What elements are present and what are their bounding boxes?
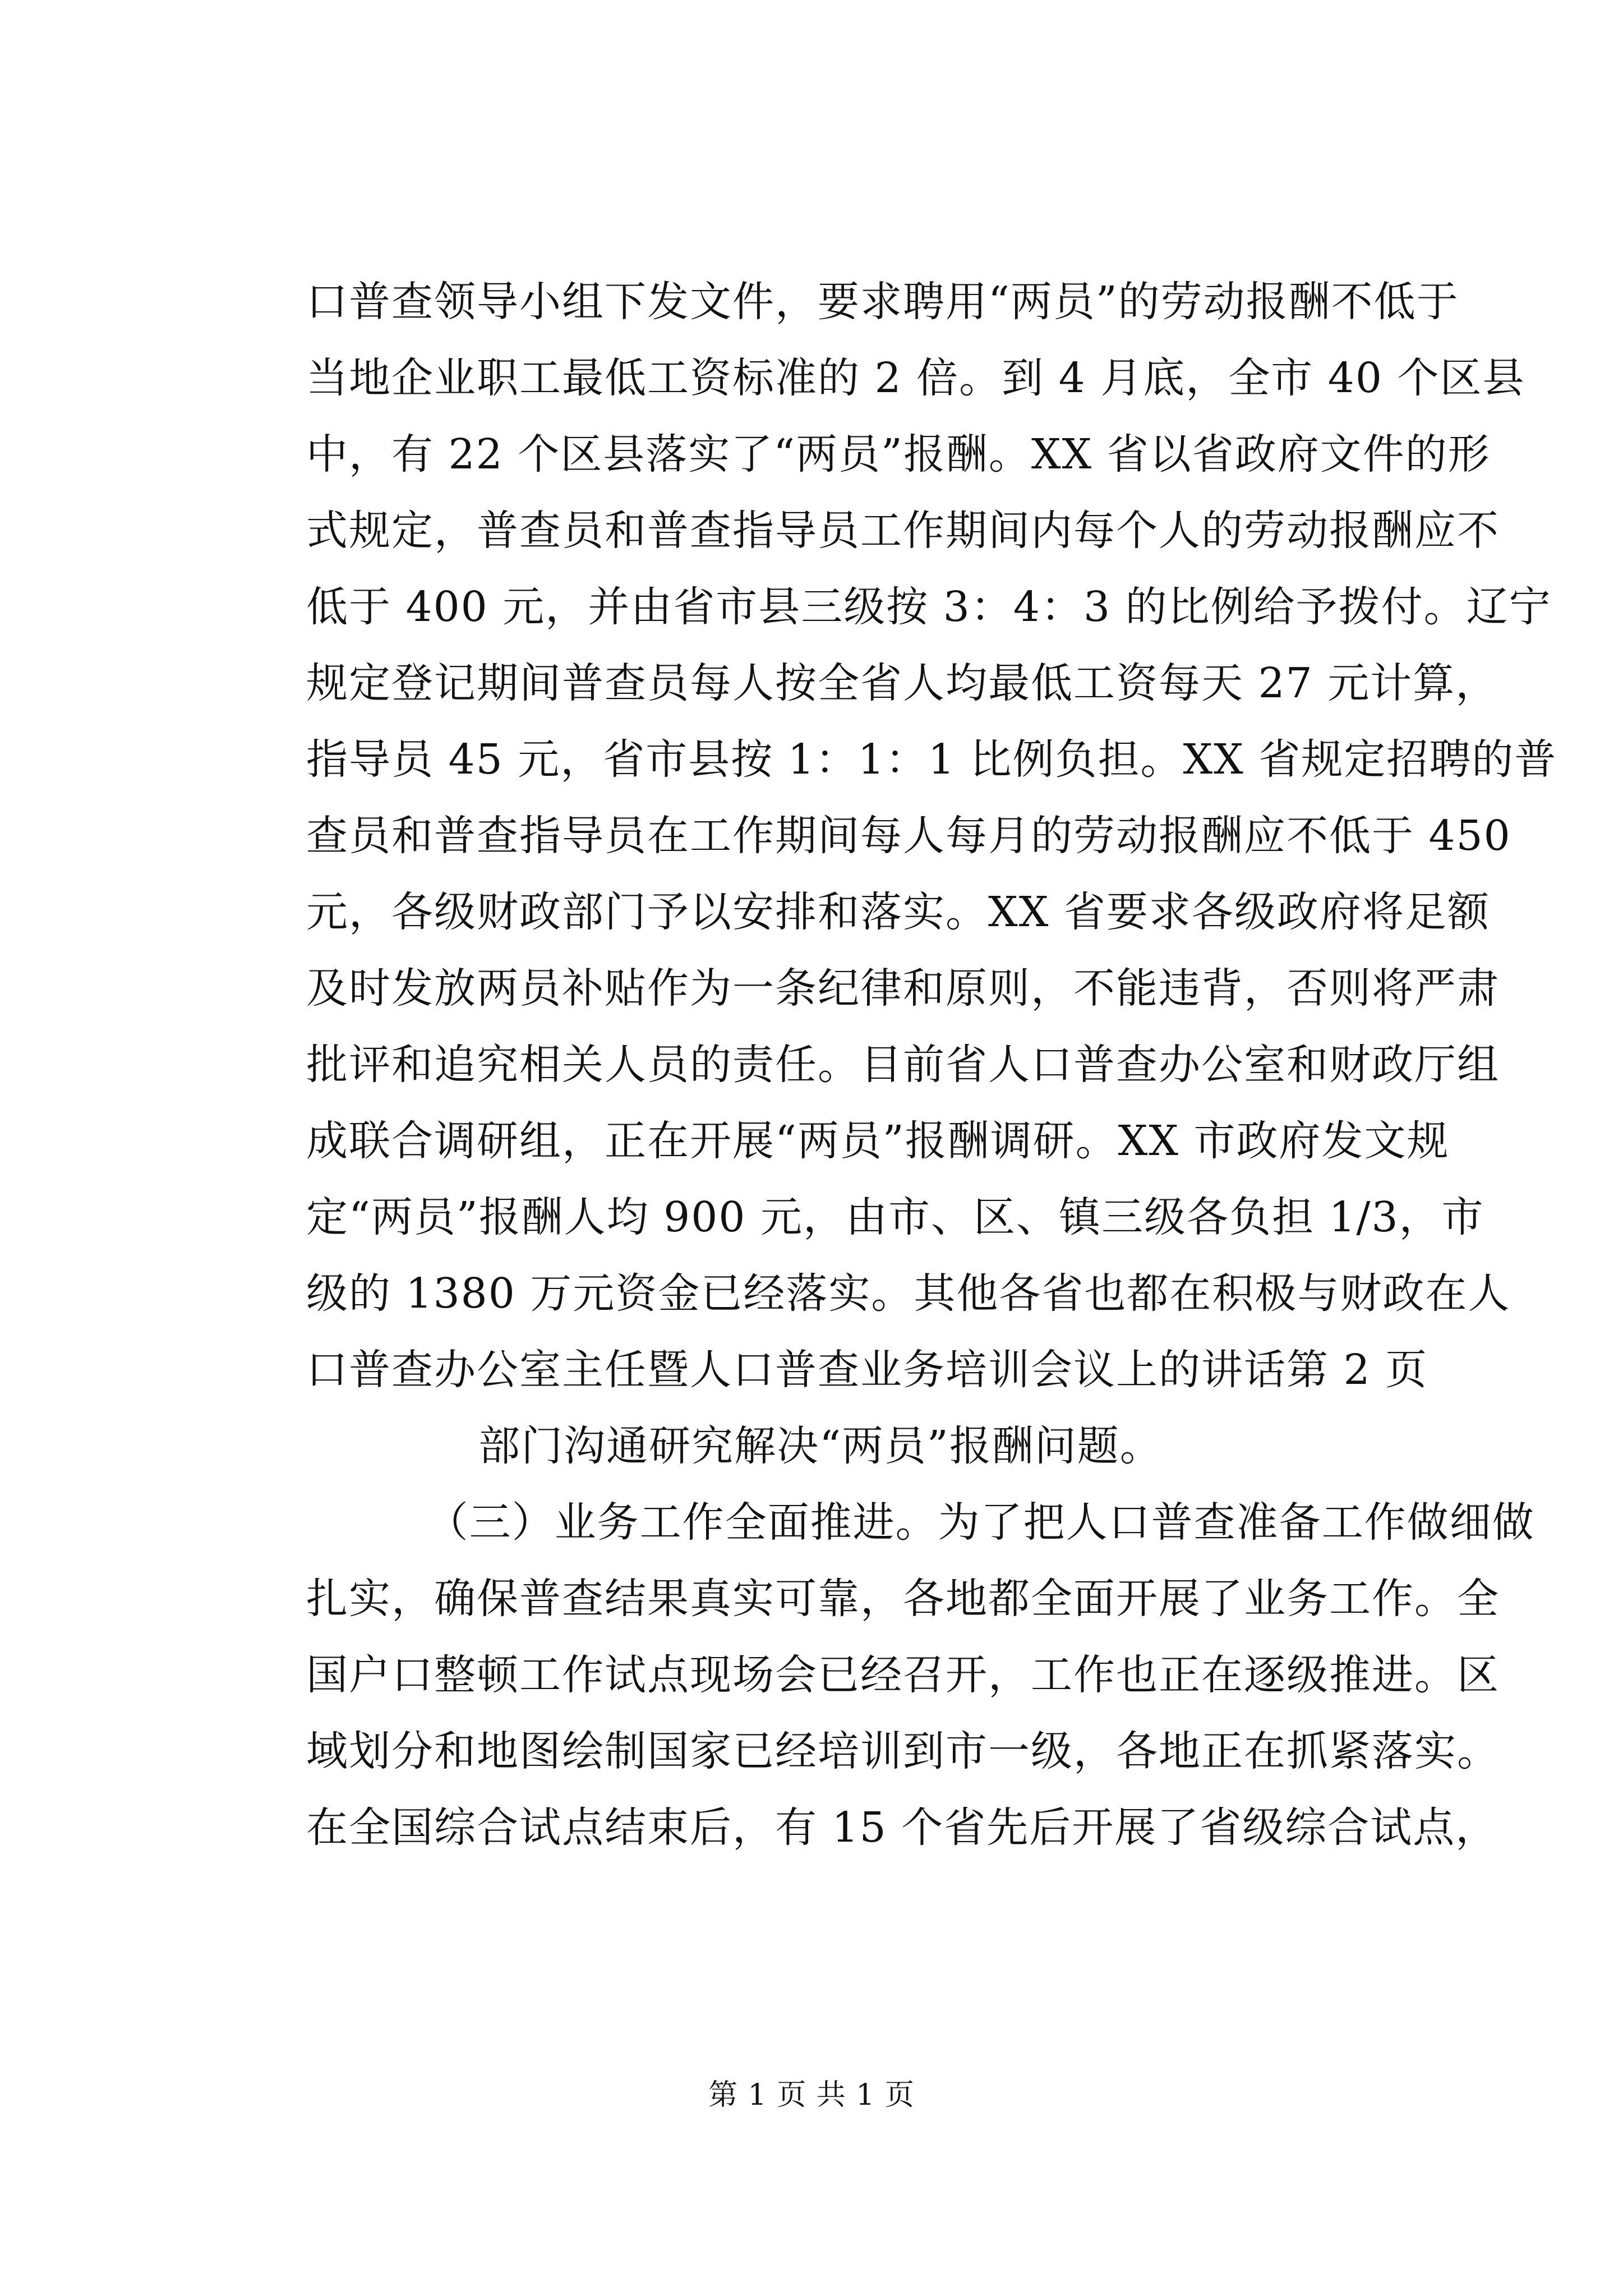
text-line: 中，有 22 个区县落实了“两员”报酬。XX 省以省政府文件的形 bbox=[306, 430, 1491, 478]
text-line: 式规定，普查员和普查指导员工作期间内每个人的劳动报酬应不 bbox=[306, 507, 1500, 555]
page-footer: 第 1 页 共 1 页 bbox=[708, 2078, 915, 2112]
text-line: 当地企业职工最低工资标准的 2 倍。到 4 月底，全市 40 个区县 bbox=[306, 354, 1525, 402]
text-line: （三）业务工作全面推进。为了把人口普查准备工作做细做 bbox=[426, 1498, 1535, 1547]
text-line: 国户口整顿工作试点现场会已经召开，工作也正在逐级推进。区 bbox=[306, 1651, 1500, 1699]
text-line: 指导员 45 元，省市县按 1：1：1 比例负担。XX 省规定招聘的普 bbox=[306, 735, 1557, 784]
text-line: 查员和普查指导员在工作期间每人每月的劳动报酬应不低于 450 bbox=[306, 812, 1511, 860]
text-line: 及时发放两员补贴作为一条纪律和原则，不能违背，否则将严肃 bbox=[306, 964, 1500, 1013]
text-line: 定“两员”报酬人均 900 元，由市、区、镇三级各负担 1/3，市 bbox=[306, 1193, 1484, 1241]
text-line: 部门沟通研究解决“两员”报酬问题。 bbox=[478, 1422, 1163, 1470]
text-line: 口普查办公室主任暨人口普查业务培训会议上的讲话第 2 页 bbox=[306, 1346, 1428, 1394]
text-line: 元，各级财政部门予以安排和落实。XX 省要求各级政府将足额 bbox=[306, 888, 1490, 936]
text-line: 规定登记期间普查员每人按全省人均最低工资每天 27 元计算， bbox=[306, 659, 1498, 707]
text-line: 域划分和地图绘制国家已经培训到市一级，各地正在抓紧落实。 bbox=[306, 1727, 1500, 1775]
text-line: 批评和追究相关人员的责任。目前省人口普查办公室和财政厅组 bbox=[306, 1041, 1500, 1089]
text-line: 口普查领导小组下发文件，要求聘用“两员”的劳动报酬不低于 bbox=[306, 278, 1459, 326]
text-line: 级的 1380 万元资金已经落实。其他各省也都在积极与财政在人 bbox=[306, 1269, 1511, 1318]
text-line: 扎实，确保普查结果真实可靠，各地都全面开展了业务工作。全 bbox=[306, 1575, 1500, 1623]
text-line: 在全国综合试点结束后，有 15 个省先后开展了省级综合试点， bbox=[306, 1803, 1498, 1852]
text-line: 成联合调研组，正在开展“两员”报酬调研。XX 市政府发文规 bbox=[306, 1117, 1450, 1165]
body-text bbox=[306, 264, 1557, 1866]
text-line: 低于 400 元，并由省市县三级按 3：4：3 的比例给予拨付。辽宁 bbox=[306, 583, 1552, 631]
